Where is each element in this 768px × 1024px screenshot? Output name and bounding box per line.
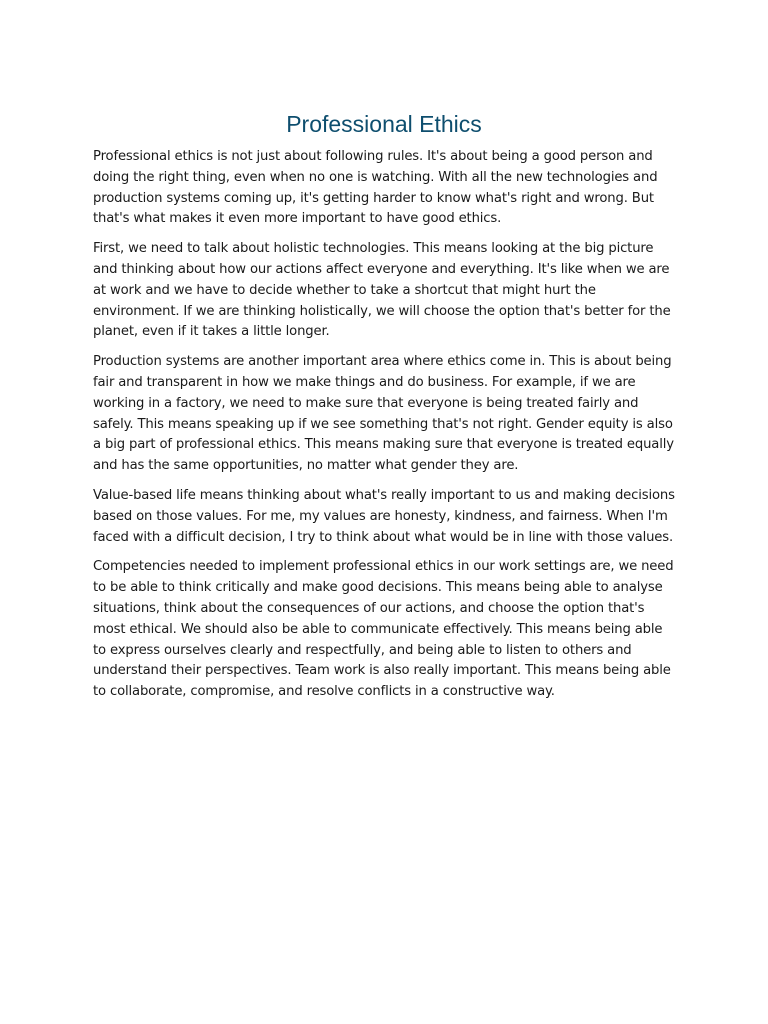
document-body: [93, 147, 676, 712]
paragraph-production-systems: Production systems are another important area where ethics come in. This is about being fair and transparent in how we make things and do business. For example, if we are working in a factory, we need to make sure that everyone is being treated fairly and safely. This means speaking up if we see something that's not right. Gender equity is also a big part of professional ethics. This means making sure that everyone is treated equally and has the same opportunities, no matter what gender they are.: [93, 354, 674, 474]
paragraph-value-based-life: Value-based life means thinking about what's really important to us and making decisions based on those values. For me, my values are honesty, kindness, and fairness. When I'm faced with a difficult decision, I try to think about what would be in line with those values.: [93, 487, 675, 545]
paragraph-competencies: Competencies needed to implement professional ethics in our work settings are, we need to be able to think critically and make good decisions. This means being able to analyse situations, think about the consequences of our actions, and choose the option that's most ethical. We should also be able to communicate effectively. This means being able to express ourselves clearly and respectfully, and being able to listen to others and understand their perspectives. Team work is also really important. This means being able to collaborate, compromise, and resolve conflicts in a constructive way.: [93, 559, 674, 700]
page-title: Professional Ethics: [286, 111, 482, 137]
paragraph-holistic-technologies: First, we need to talk about holistic technologies. This means looking at the big picture and thinking about how our actions affect everyone and everything. It's like when we are at work and we have to decide whether to take a shortcut that might hurt the environment. If we are thinking holistically, we will choose the option that's better for the planet, even if it takes a little longer.: [93, 241, 671, 340]
paragraph-intro: Professional ethics is not just about following rules. It's about being a good person and doing the right thing, even when no one is watching. With all the new technologies and production systems coming up, it's getting harder to know what's right and wrong. But that's what makes it even more important to have good ethics.: [93, 149, 658, 227]
